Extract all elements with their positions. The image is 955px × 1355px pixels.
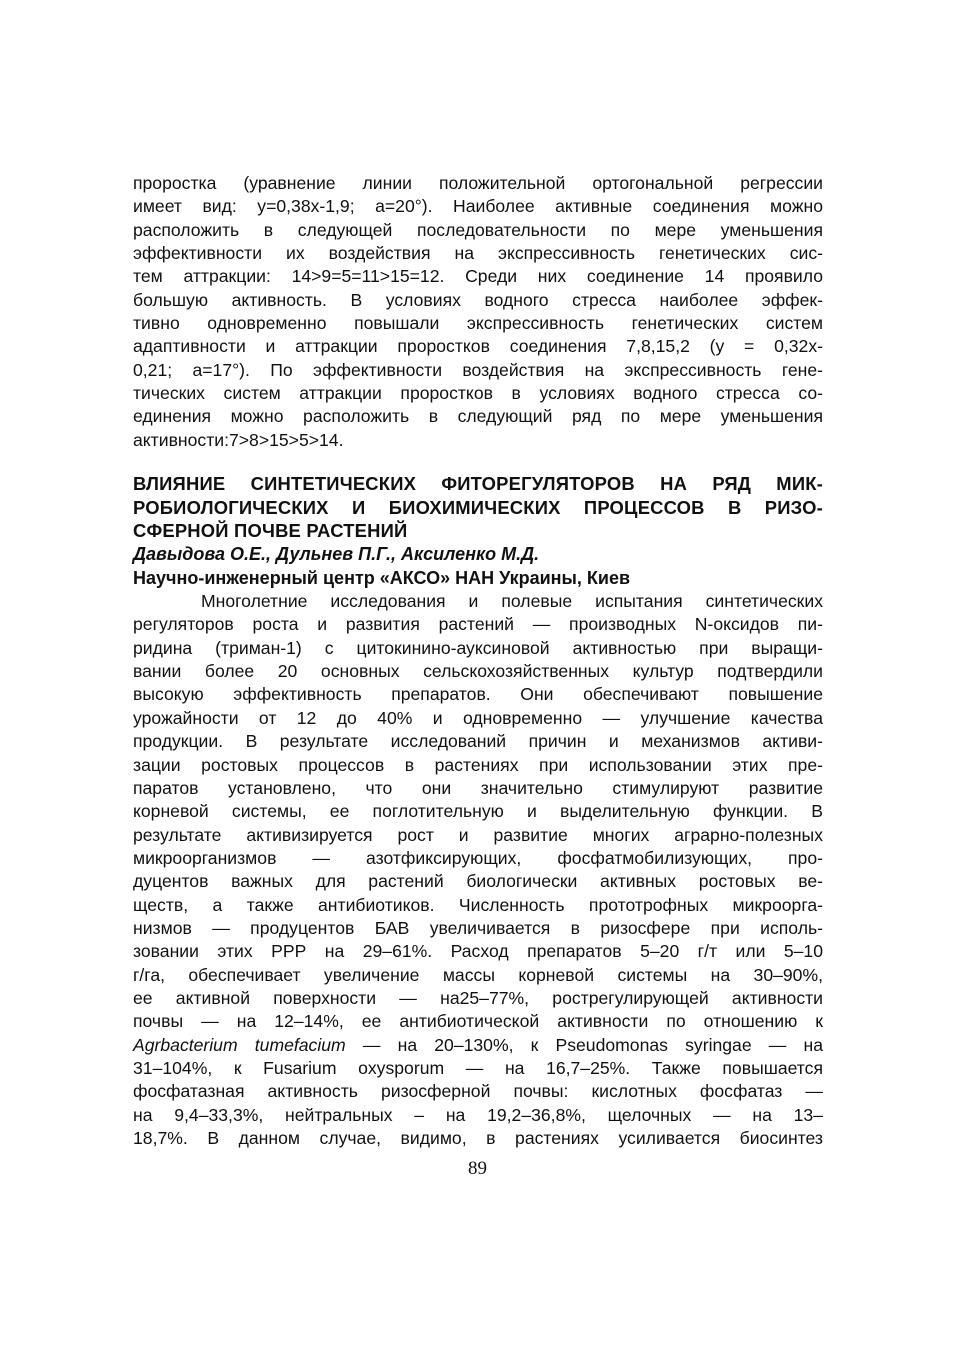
text-line: дуцентов важных для растений биологически активных ростовых ве- xyxy=(133,871,823,892)
intro-paragraph xyxy=(133,172,823,452)
text-line: ридина (триман-1) с цитокинино-ауксиновой активностью при выращи- xyxy=(133,637,823,658)
text-line: зовании этих РРР на 29–61%. Расход препаратов 5–20 г/т или 5–10 xyxy=(133,941,823,962)
section-gap xyxy=(133,452,823,472)
text-line: ее активной поверхности — на25–77%, рострегулирующей активности xyxy=(133,987,823,1008)
text-line: адаптивности и аттракции проростков соединения 7,8,15,2 (y = 0,32x- xyxy=(133,336,823,357)
text-line: урожайности от 12 до 40% и одновременно — улучшение качества xyxy=(133,707,823,728)
text-line: микроорганизмов — азотфиксирующих, фосфатмобилизующих, про- xyxy=(133,847,823,868)
title-line: ВЛИЯНИЕ СИНТЕТИЧЕСКИХ ФИТОРЕГУЛЯТОРОВ НА РЯД МИК- xyxy=(133,473,823,495)
text-line: фосфатазная активность ризосферной почвы: кислотных фосфатаз — xyxy=(133,1081,823,1102)
page-number: 89 xyxy=(468,1158,487,1179)
article-body xyxy=(133,590,823,1150)
species-name: Agrbacterium tumefacium xyxy=(133,1034,346,1055)
text-line: активности:7>8>15>5>14. xyxy=(133,429,344,450)
text-line: единения можно расположить в следующий ряд по мере уменьшения xyxy=(133,406,823,427)
text-line: на 9,4–33,3%, нейтральных – на 19,2–36,8%, щелочных — на 13– xyxy=(133,1104,823,1125)
text-line: 0,21; a=17°). По эффективности воздействия на экспрессивность гене- xyxy=(133,359,823,380)
text-line: высокую эффективность препаратов. Они обеспечивают повышение xyxy=(133,684,823,705)
text-fragment: — на 20–130%, к Pseudomonas syringae — на xyxy=(345,1034,823,1055)
text-line: вании более 20 основных сельскохозяйственных культур подтвердили xyxy=(133,661,823,682)
text-line: тивно одновременно повышали экспрессивность генетических систем xyxy=(133,313,823,334)
text-line: расположить в следующей последовательности по мере уменьшения xyxy=(133,219,823,240)
text-line: результате активизируется рост и развитие многих аграрно-полезных xyxy=(133,824,823,845)
text-line: проростка (уравнение линии положительной ортогональной регрессии xyxy=(133,173,823,193)
text-line: почвы — на 12–14%, ее антибиотической активности по отношению к xyxy=(133,1011,823,1032)
article-authors: Давыдова О.Е., Дульнев П.Г., Аксиленко М.Д. xyxy=(133,543,540,564)
text-line: г/га, обеспечивает увеличение массы корневой системы на 30–90%, xyxy=(133,964,823,985)
text-column xyxy=(133,172,823,1150)
text-line: низмов — продуцентов БАВ увеличивается в ризосфере при исполь- xyxy=(133,917,823,938)
text-line: продукции. В результате исследований причин и механизмов активи- xyxy=(133,731,823,752)
text-line: регуляторов роста и развития растений — производных N-оксидов пи- xyxy=(133,614,823,635)
text-line: тических систем аттракции проростков в условиях водного стресса со- xyxy=(133,383,823,404)
title-line: СФЕРНОЙ ПОЧВЕ РАСТЕНИЙ xyxy=(133,520,408,542)
text-line: паратов установлено, что они значительно стимулируют развитие xyxy=(133,777,823,798)
text-line: корневой системы, ее поглотительную и выделительную функции. В xyxy=(133,801,823,822)
text-line: ществ, а также антибиотиков. Численность прототрофных микроорга- xyxy=(133,894,823,915)
text-line: зации ростовых процессов в растениях при использовании этих пре- xyxy=(133,754,823,775)
text-line: 18,7%. В данном случае, видимо, в растениях усиливается биосинтез xyxy=(133,1128,823,1148)
text-line: тем аттракции: 14>9=5=11>15=12. Среди них соединение 14 проявило xyxy=(133,266,823,287)
title-line: РОБИОЛОГИЧЕСКИХ И БИОХИМИЧЕСКИХ ПРОЦЕССОВ В РИЗО- xyxy=(133,496,823,518)
article-affiliation: Научно-инженерный центр «АКСО» НАН Украины, Киев xyxy=(133,567,631,588)
text-line: имеет вид: y=0,38x-1,9; a=20°). Наиболее активные соединения можно xyxy=(133,196,823,217)
text-line xyxy=(133,1034,823,1057)
text-line: эффективности их воздействия на экспрессивность генетических сис- xyxy=(133,243,823,264)
text-line: Многолетние исследования и полевые испытания синтетических xyxy=(201,591,823,612)
text-line: 31–104%, к Fusarium oxysporum — на 16,7–25%. Также повышается xyxy=(133,1057,823,1078)
article-title xyxy=(133,472,823,543)
text-line: большую активность. В условиях водного стресса наиболее эффек- xyxy=(133,289,823,310)
